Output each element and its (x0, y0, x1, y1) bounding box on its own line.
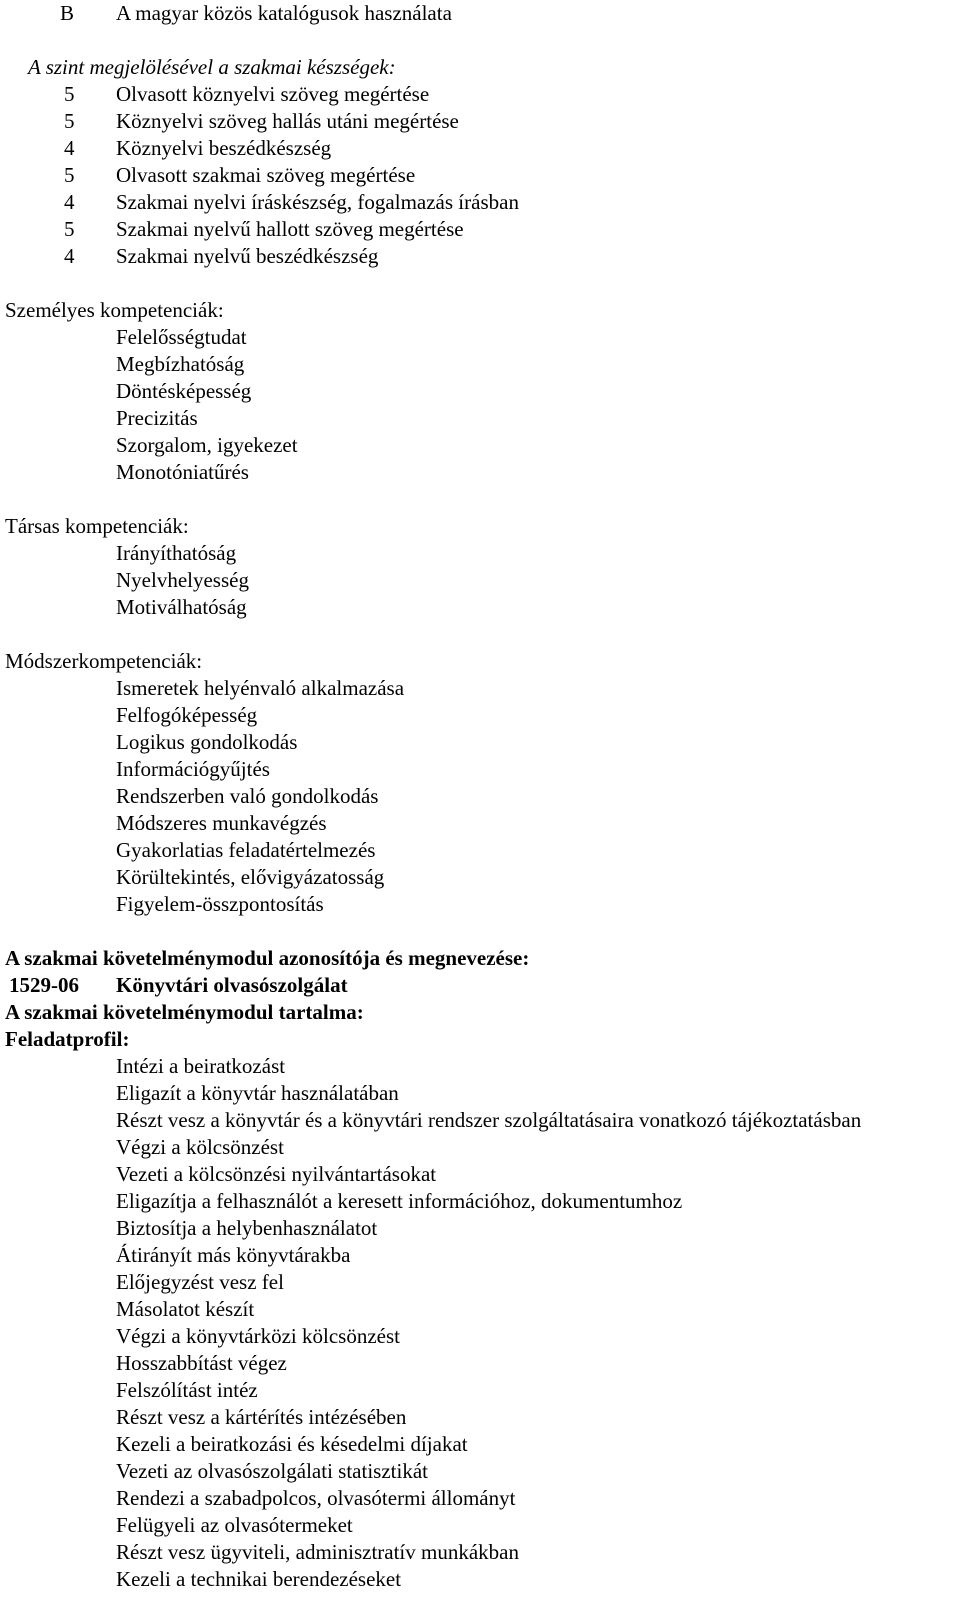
personal-item: Szorgalom, igyekezet (116, 433, 298, 457)
task-item: Rendezi a szabadpolcos, olvasótermi állományt (116, 1486, 516, 1510)
task-item: Vezeti a kölcsönzési nyilvántartásokat (116, 1162, 437, 1186)
task-item: Intézi a beiratkozást (116, 1054, 286, 1078)
skill-level: 5 (64, 217, 75, 241)
social-item: Motiválhatóság (116, 595, 247, 619)
method-item: Felfogóképesség (116, 703, 258, 727)
skill-text: Szakmai nyelvi íráskészség, fogalmazás írásban (116, 190, 519, 214)
header-row (0, 0, 960, 27)
method-item: Információgyűjtés (116, 757, 270, 781)
task-item: Részt vesz a könyvtár és a könyvtári rendszer szolgáltatásaira vonatkozó tájékoztatásban (116, 1108, 862, 1132)
header-title: A magyar közös katalógusok használata (116, 1, 452, 25)
task-item: Részt vesz a kártérítés intézésében (116, 1405, 407, 1429)
skill-level: 4 (64, 190, 75, 214)
task-item: Felügyeli az olvasótermeket (116, 1513, 353, 1537)
skill-text: Olvasott köznyelvi szöveg megértése (116, 82, 430, 106)
skill-row (0, 108, 960, 135)
module-id: 1529-06 (9, 973, 79, 997)
task-item: Kezeli a beiratkozási és késedelmi díjakat (116, 1432, 468, 1456)
method-item: Módszeres munkavégzés (116, 811, 327, 835)
skill-text: Köznyelvi beszédkészség (116, 136, 332, 160)
skill-level: 4 (64, 136, 75, 160)
skill-row (0, 135, 960, 162)
social-heading: Társas kompetenciák: (5, 514, 189, 538)
task-item: Vezeti az olvasószolgálati statisztikát (116, 1459, 428, 1483)
header-letter: B (60, 1, 75, 25)
skill-row (0, 243, 960, 270)
method-item: Rendszerben való gondolkodás (116, 784, 379, 808)
personal-item: Felelősségtudat (116, 325, 247, 349)
personal-item: Megbízhatóság (116, 352, 245, 376)
skill-level: 5 (64, 163, 75, 187)
skill-row (0, 81, 960, 108)
spacer (0, 918, 960, 945)
skill-level: 5 (64, 109, 75, 133)
method-item: Ismeretek helyénvaló alkalmazása (116, 676, 405, 700)
task-item: Végzi a könyvtárközi kölcsönzést (116, 1324, 400, 1348)
skill-text: Szakmai nyelvű hallott szöveg megértése (116, 217, 464, 241)
spacer (0, 486, 960, 513)
skill-row (0, 216, 960, 243)
skill-text: Olvasott szakmai szöveg megértése (116, 163, 416, 187)
spacer (0, 27, 960, 54)
task-item: Kezeli a technikai berendezéseket (116, 1567, 402, 1591)
social-item: Nyelvhelyesség (116, 568, 249, 592)
task-item: Másolatot készít (116, 1297, 255, 1321)
method-item: Körültekintés, elővigyázatosság (116, 865, 385, 889)
skill-row (0, 162, 960, 189)
skills-heading: A szint megjelölésével a szakmai készségek: (28, 55, 396, 79)
task-item: Eligazítja a felhasználót a keresett információhoz, dokumentumhoz (116, 1189, 683, 1213)
skill-text: Köznyelvi szöveg hallás utáni megértése (116, 109, 459, 133)
task-item: Előjegyzést vesz fel (116, 1270, 284, 1294)
spacer (0, 270, 960, 297)
method-item: Figyelem-összpontosítás (116, 892, 324, 916)
social-item: Irányíthatóság (116, 541, 237, 565)
personal-item: Döntésképesség (116, 379, 252, 403)
profile-heading: Feladatprofil: (5, 1027, 130, 1051)
task-item: Eligazít a könyvtár használatában (116, 1081, 399, 1105)
skill-text: Szakmai nyelvű beszédkészség (116, 244, 379, 268)
task-item: Hosszabbítást végez (116, 1351, 287, 1375)
module-id-heading: A szakmai követelménymodul azonosítója és megnevezése: (5, 946, 530, 970)
module-name: Könyvtári olvasószolgálat (116, 973, 348, 997)
method-heading: Módszerkompetenciák: (5, 649, 203, 673)
skill-level: 4 (64, 244, 75, 268)
method-item: Logikus gondolkodás (116, 730, 298, 754)
task-item: Átirányít más könyvtárakba (116, 1243, 351, 1267)
method-item: Gyakorlatias feladatértelmezés (116, 838, 376, 862)
personal-item: Precizitás (116, 406, 198, 430)
task-item: Felszólítást intéz (116, 1378, 258, 1402)
module-id-row (0, 972, 960, 999)
spacer (0, 621, 960, 648)
personal-item: Monotóniatűrés (116, 460, 249, 484)
task-item: Biztosítja a helybenhasználatot (116, 1216, 378, 1240)
skill-level: 5 (64, 82, 75, 106)
module-content-heading: A szakmai követelménymodul tartalma: (5, 1000, 364, 1024)
task-item: Részt vesz ügyviteli, adminisztratív munkákban (116, 1540, 519, 1564)
skill-row (0, 189, 960, 216)
personal-heading: Személyes kompetenciák: (5, 298, 224, 322)
task-item: Végzi a kölcsönzést (116, 1135, 284, 1159)
